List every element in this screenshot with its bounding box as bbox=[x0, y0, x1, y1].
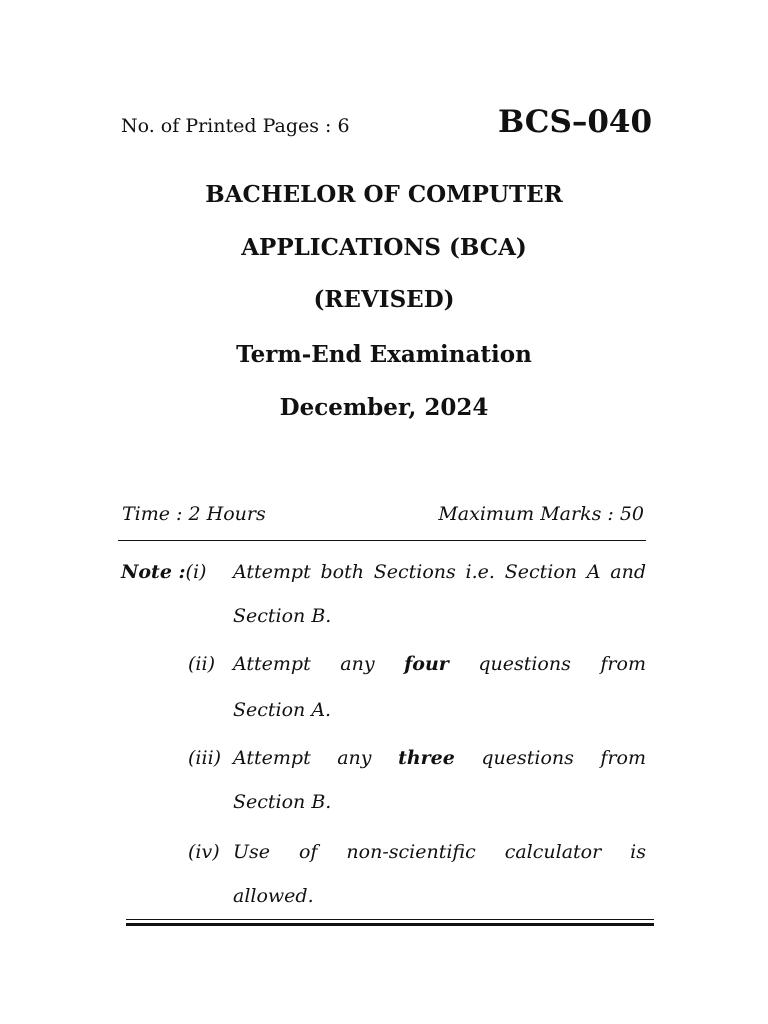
note-item-3-line-2: Section B. bbox=[233, 791, 332, 813]
note-item-2-text: Attempt any bbox=[233, 653, 375, 675]
note-item-3-text: Attempt any bbox=[233, 747, 372, 769]
note-item-1-number: (i) bbox=[185, 561, 207, 583]
note-item-3-text-end: questions from bbox=[481, 747, 646, 769]
maximum-marks: Maximum Marks : 50 bbox=[438, 503, 644, 525]
note-item-1-line-1: Attempt both Sections i.e. Section A and bbox=[233, 561, 646, 583]
end-rule-thick bbox=[126, 923, 654, 926]
title-line-1: BACHELOR OF COMPUTER bbox=[205, 181, 563, 208]
divider-rule bbox=[118, 540, 646, 541]
exam-date: December, 2024 bbox=[279, 394, 489, 421]
note-item-4-number: (iv) bbox=[188, 841, 220, 863]
end-rule-thin bbox=[126, 919, 654, 920]
note-header bbox=[121, 561, 206, 583]
exam-type: Term-End Examination bbox=[236, 341, 532, 368]
time-allowed: Time : 2 Hours bbox=[122, 503, 266, 525]
note-item-2-text-end: questions from bbox=[478, 653, 646, 675]
note-item-1-line-2: Section B. bbox=[233, 605, 332, 627]
title-line-2: APPLICATIONS (BCA) bbox=[241, 234, 527, 261]
note-item-2-line-2: Section A. bbox=[233, 699, 332, 721]
course-code: BCS–040 bbox=[498, 104, 653, 140]
note-label: Note : bbox=[121, 561, 186, 583]
printed-pages: No. of Printed Pages : 6 bbox=[121, 115, 350, 137]
note-item-2-line-1 bbox=[233, 653, 646, 675]
note-item-2-number: (ii) bbox=[188, 653, 215, 675]
note-item-3-line-1 bbox=[233, 747, 646, 769]
note-item-3-number: (iii) bbox=[188, 747, 222, 769]
note-item-4-line-1: Use of non-scientific calculator is bbox=[233, 841, 646, 863]
note-item-4-line-2: allowed. bbox=[233, 885, 314, 907]
title-line-3: (REVISED) bbox=[313, 286, 455, 313]
note-item-2-emphasis: four bbox=[404, 653, 449, 675]
note-item-3-emphasis: three bbox=[398, 747, 455, 769]
